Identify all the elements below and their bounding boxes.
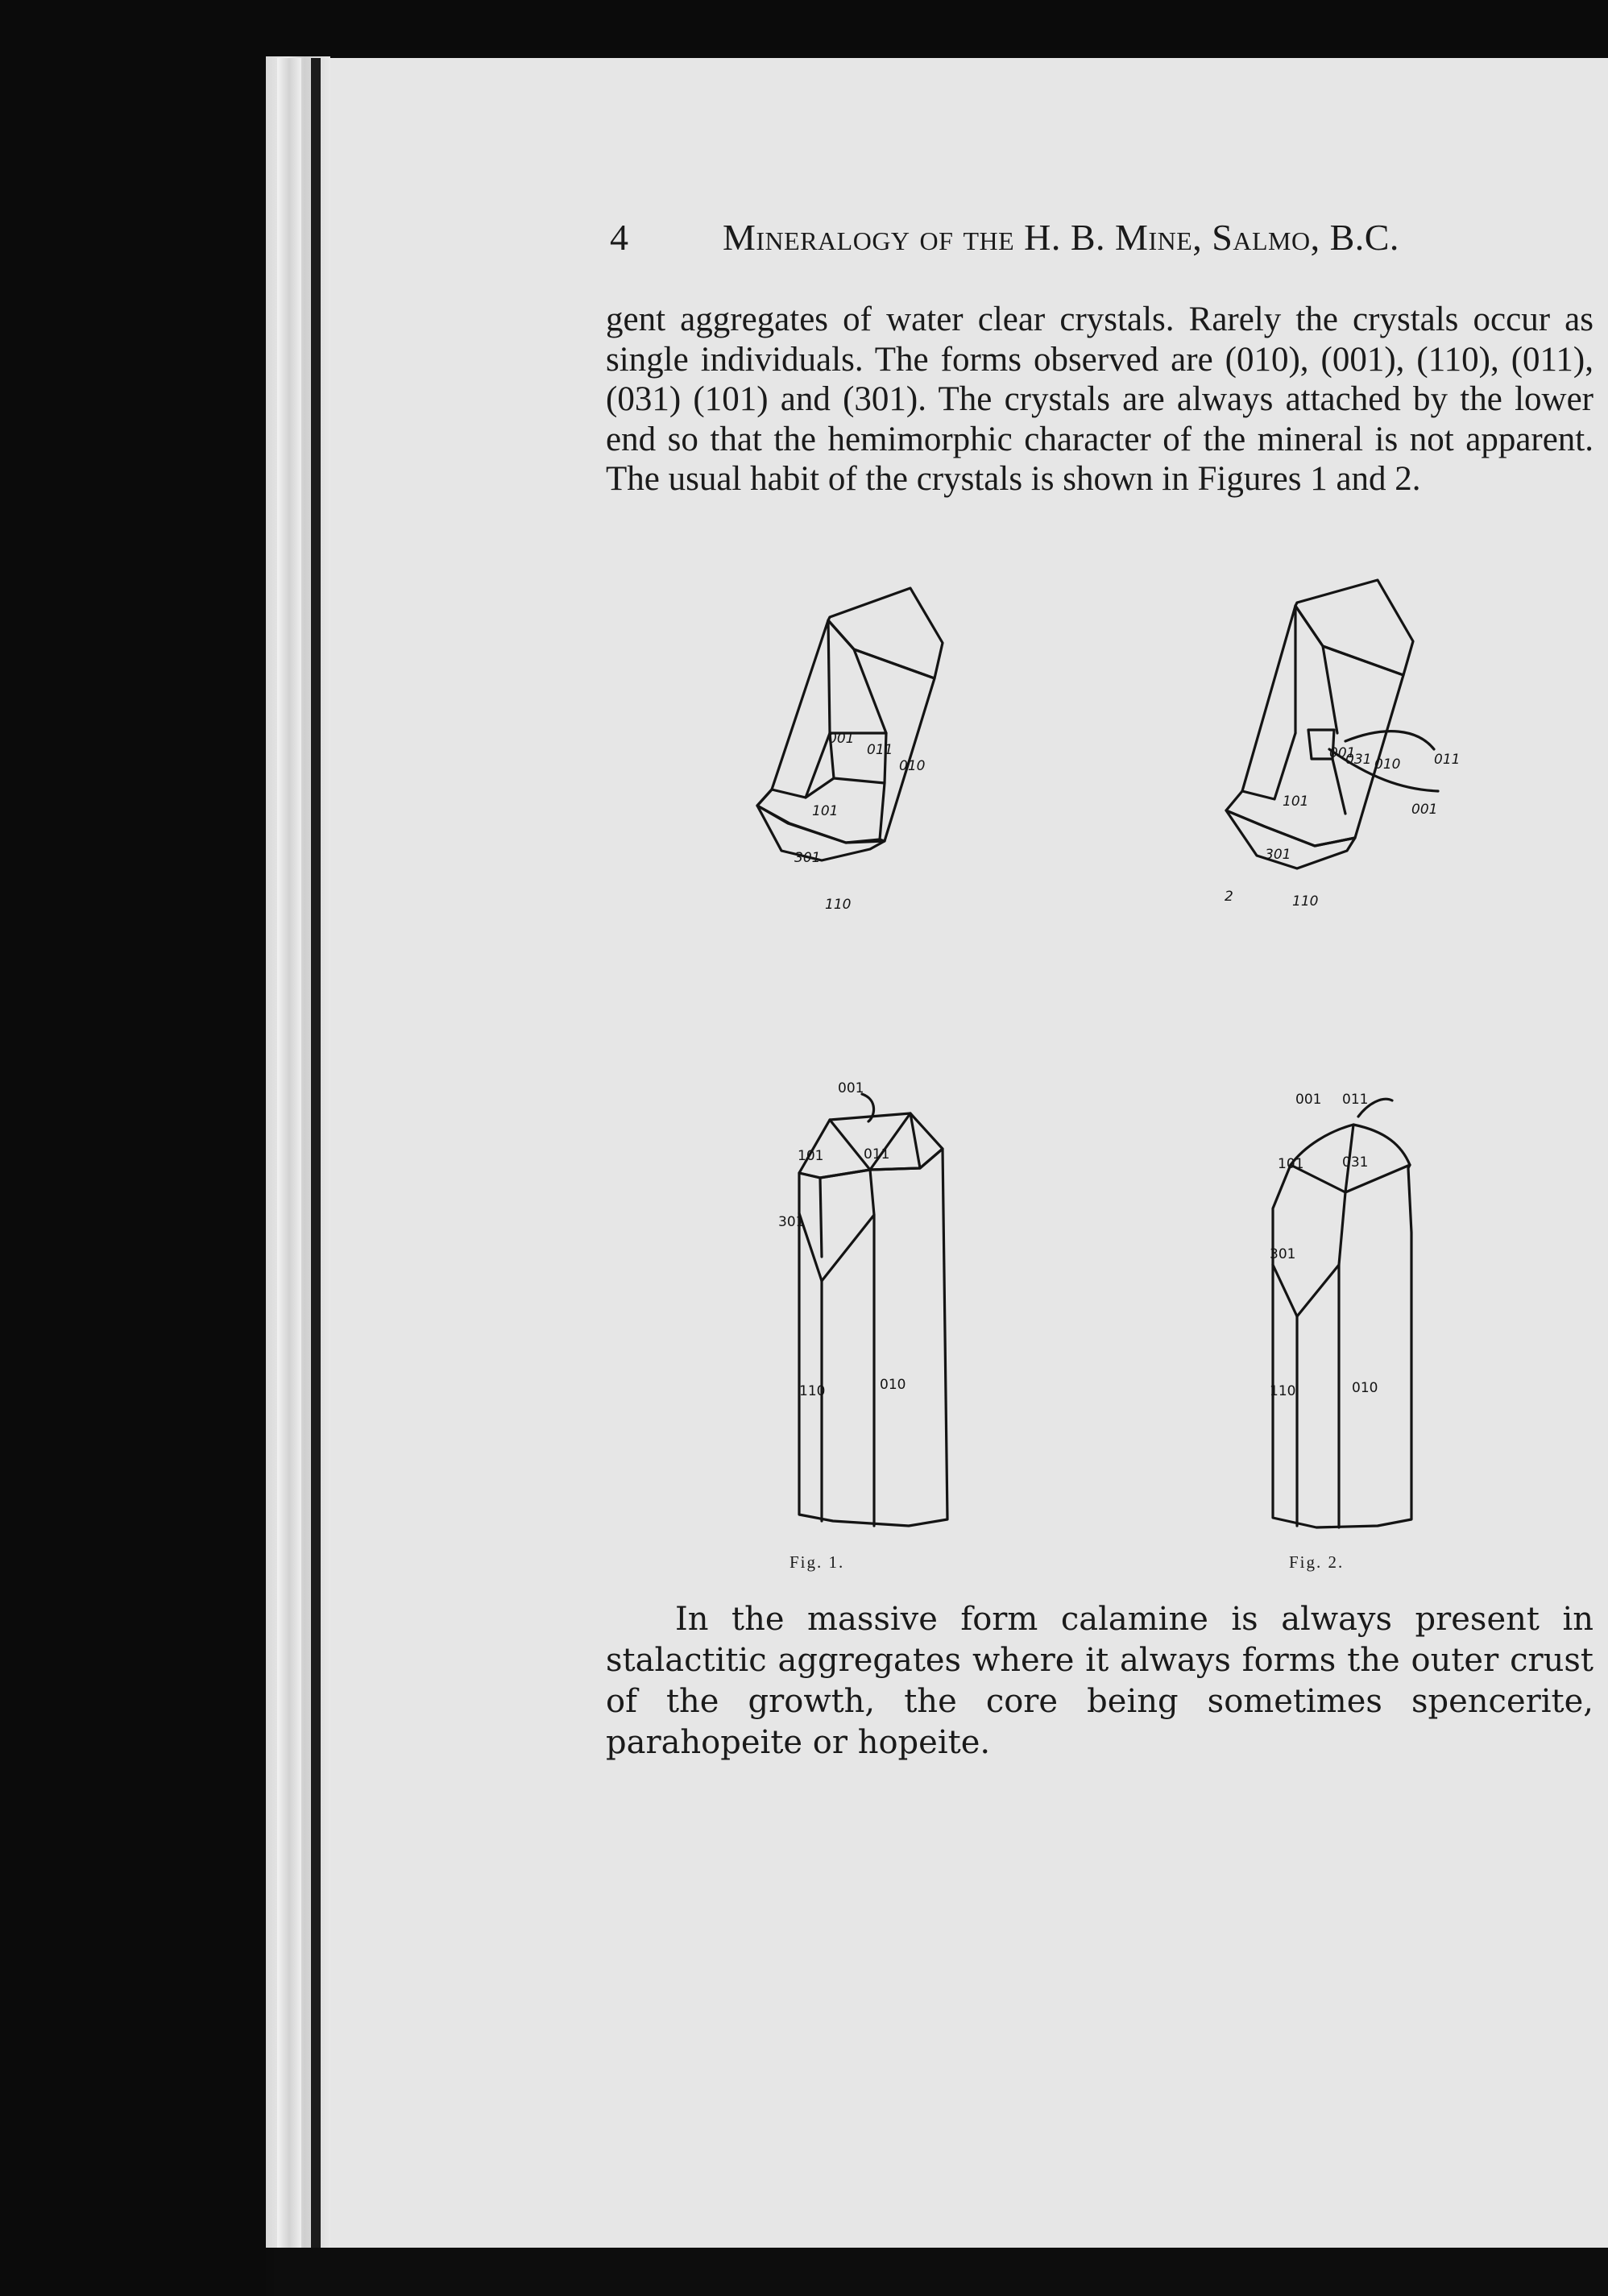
fig2-proj-label-011: 011 — [1434, 752, 1461, 768]
fig2-clino-label-011: 011 — [1342, 1092, 1369, 1108]
fig1-proj-label-110: 110 — [825, 897, 852, 913]
fig2-proj-label-031: 031 — [1345, 752, 1372, 768]
binding-line — [311, 58, 321, 2248]
fig1-proj-label-010: 010 — [899, 758, 926, 774]
fig2-proj-label-001b: 001 — [1411, 802, 1438, 818]
fig1-caption: Fig. 1. — [789, 1552, 845, 1572]
fig1-clino-label-110: 110 — [799, 1383, 826, 1399]
fig1-proj-label-301: 301 — [794, 850, 821, 866]
fig2-clino-label-101: 101 — [1278, 1156, 1304, 1172]
fig2-proj-label-110: 110 — [1292, 893, 1319, 910]
fig2-clino-label-110: 110 — [1270, 1383, 1296, 1399]
fig2-caption: Fig. 2. — [1289, 1552, 1345, 1572]
fig1-clino-label-301: 301 — [778, 1214, 805, 1230]
fig1-proj-label-101: 101 — [812, 803, 839, 819]
crystal-figures-svg — [709, 572, 1461, 1572]
fig2-proj-label-001: 001 — [1329, 745, 1356, 761]
fig1-proj-label-001: 001 — [828, 731, 855, 747]
fig2-clino-label-031: 031 — [1342, 1154, 1369, 1171]
fig2-clino-label-301: 301 — [1270, 1246, 1296, 1262]
fig2-proj-label-101: 101 — [1283, 794, 1309, 810]
page-number: 4 — [610, 217, 629, 258]
scan-left-margin — [0, 0, 266, 2296]
fig2-marker: 2 — [1225, 889, 1233, 905]
fig1-projection-drawing — [757, 588, 943, 860]
fig1-clino-label-001: 001 — [838, 1080, 864, 1096]
fig2-clino-label-001: 001 — [1295, 1092, 1322, 1108]
scan-bottom-edge — [274, 2248, 1608, 2296]
running-head — [610, 216, 1577, 264]
running-title: Mineralogy of the H. B. Mine, Salmo, B.C. — [723, 217, 1399, 258]
fig1-clino-label-101: 101 — [798, 1148, 824, 1164]
fig2-proj-label-301: 301 — [1265, 847, 1291, 863]
fig2-proj-label-010: 010 — [1374, 756, 1401, 773]
paragraph-2: In the massive form calamine is always present in stalactitic aggregates where it always forms the outer crust of the growth, the core being sometimes spencerite, parahopeite or hopeite. — [606, 1601, 1593, 1761]
fig2-projection-drawing — [1226, 580, 1438, 868]
crystal-figures — [709, 572, 1461, 1572]
fig1-proj-label-011: 011 — [867, 742, 893, 758]
fig2-clino-label-010: 010 — [1352, 1380, 1378, 1396]
fig1-clino-label-011: 011 — [864, 1146, 890, 1163]
paragraph-1: gent aggregates of water clear crystals. Rarely the crystals occur as single individuals. The forms observed are (010), (001), (110), (011), (031) (101) and (301). The crystals are always attached by the lower end so that the hemimorphic character of the mineral is not apparent. The usual habit of the crystals is shown in Figures 1 and 2. — [606, 300, 1593, 498]
page-gutter — [277, 58, 301, 2248]
fig1-clino-label-010: 010 — [880, 1377, 906, 1393]
